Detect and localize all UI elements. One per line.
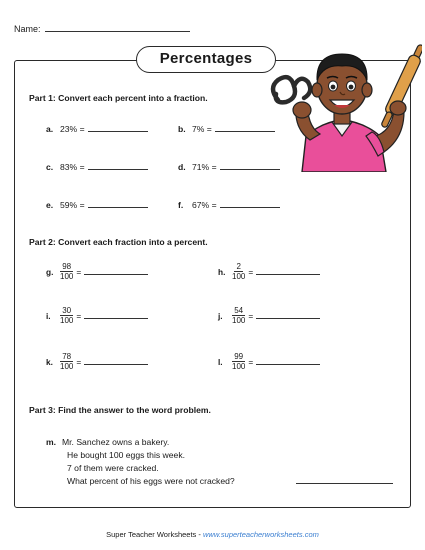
problem-label: h. xyxy=(218,266,226,277)
problem-i xyxy=(46,306,148,325)
problem-label: c. xyxy=(46,162,54,172)
problem-h xyxy=(218,262,320,281)
numerator: 30 xyxy=(62,306,72,315)
part2-heading: Part 2: Convert each fraction into a percent. xyxy=(29,237,208,247)
problem-label: k. xyxy=(46,356,53,367)
equals-sign: = xyxy=(76,266,82,277)
baker-mascot-icon xyxy=(264,40,422,172)
equals-sign: = xyxy=(248,356,254,367)
denominator: 100 xyxy=(232,362,246,371)
problem-g xyxy=(46,262,148,281)
problem-label: f. xyxy=(178,200,184,210)
problem-e xyxy=(46,200,148,210)
fraction xyxy=(60,352,73,371)
numerator: 98 xyxy=(62,262,72,271)
word-problem-line: Mr. Sanchez owns a bakery. xyxy=(62,437,170,447)
footer-brand: Super Teacher Worksheets xyxy=(106,530,197,539)
problem-label: d. xyxy=(178,162,186,172)
numerator: 2 xyxy=(236,262,241,271)
equals-sign: = xyxy=(248,310,254,321)
answer-blank[interactable] xyxy=(215,126,275,132)
name-field xyxy=(14,24,190,34)
name-line[interactable] xyxy=(45,24,190,32)
answer-blank[interactable] xyxy=(88,164,148,170)
problem-a xyxy=(46,124,148,134)
denominator: 100 xyxy=(60,316,74,325)
part1-heading: Part 1: Convert each percent into a fraction. xyxy=(29,93,208,103)
fraction xyxy=(60,306,73,325)
problem-c xyxy=(46,162,148,172)
equals-sign: = xyxy=(76,310,82,321)
problem-text: 23% = xyxy=(60,124,85,134)
answer-blank[interactable] xyxy=(256,269,320,275)
numerator: 78 xyxy=(62,352,72,361)
problem-k xyxy=(46,352,148,371)
answer-blank[interactable] xyxy=(88,126,148,132)
fraction xyxy=(232,262,245,281)
answer-blank[interactable] xyxy=(296,483,393,484)
denominator: 100 xyxy=(232,316,246,325)
numerator: 99 xyxy=(234,352,244,361)
problem-text: 59% = xyxy=(60,200,85,210)
problem-label: e. xyxy=(46,200,54,210)
part3-heading: Part 3: Find the answer to the word problem. xyxy=(29,405,211,415)
problem-b xyxy=(178,124,275,134)
word-problem-line: 7 of them were cracked. xyxy=(67,463,159,473)
answer-blank[interactable] xyxy=(220,202,280,208)
problem-f xyxy=(178,200,280,210)
answer-blank[interactable] xyxy=(256,313,320,319)
problem-text: 71% = xyxy=(192,162,217,172)
footer-separator: - xyxy=(196,530,203,539)
page-title: Percentages xyxy=(136,46,276,73)
footer xyxy=(0,530,425,539)
problem-text: 83% = xyxy=(60,162,85,172)
answer-blank[interactable] xyxy=(256,359,320,365)
denominator: 100 xyxy=(232,272,246,281)
fraction xyxy=(60,262,73,281)
word-problem-line: What percent of his eggs were not cracked? xyxy=(67,476,235,486)
word-problem-m xyxy=(46,436,235,488)
name-label: Name: xyxy=(14,24,41,34)
fraction xyxy=(232,306,245,325)
problem-text: 7% = xyxy=(192,124,212,134)
problem-label: l. xyxy=(218,356,223,367)
problem-label: g. xyxy=(46,266,54,277)
problem-label: b. xyxy=(178,124,186,134)
answer-blank[interactable] xyxy=(220,164,280,170)
footer-link[interactable]: www.superteacherworksheets.com xyxy=(202,530,319,539)
fraction xyxy=(232,352,245,371)
problem-label: j. xyxy=(218,310,223,321)
word-problem-line: He bought 100 eggs this week. xyxy=(67,450,186,460)
answer-blank[interactable] xyxy=(84,313,148,319)
problem-label: a. xyxy=(46,124,54,134)
problem-d xyxy=(178,162,280,172)
problem-label: i. xyxy=(46,310,51,321)
denominator: 100 xyxy=(60,362,74,371)
denominator: 100 xyxy=(60,272,74,281)
equals-sign: = xyxy=(248,266,254,277)
equals-sign: = xyxy=(76,356,82,367)
answer-blank[interactable] xyxy=(84,359,148,365)
problem-l xyxy=(218,352,320,371)
problem-label: m. xyxy=(46,437,57,447)
problem-text: 67% = xyxy=(192,200,217,210)
answer-blank[interactable] xyxy=(84,269,148,275)
problem-j xyxy=(218,306,320,325)
answer-blank[interactable] xyxy=(88,202,148,208)
numerator: 54 xyxy=(234,306,244,315)
